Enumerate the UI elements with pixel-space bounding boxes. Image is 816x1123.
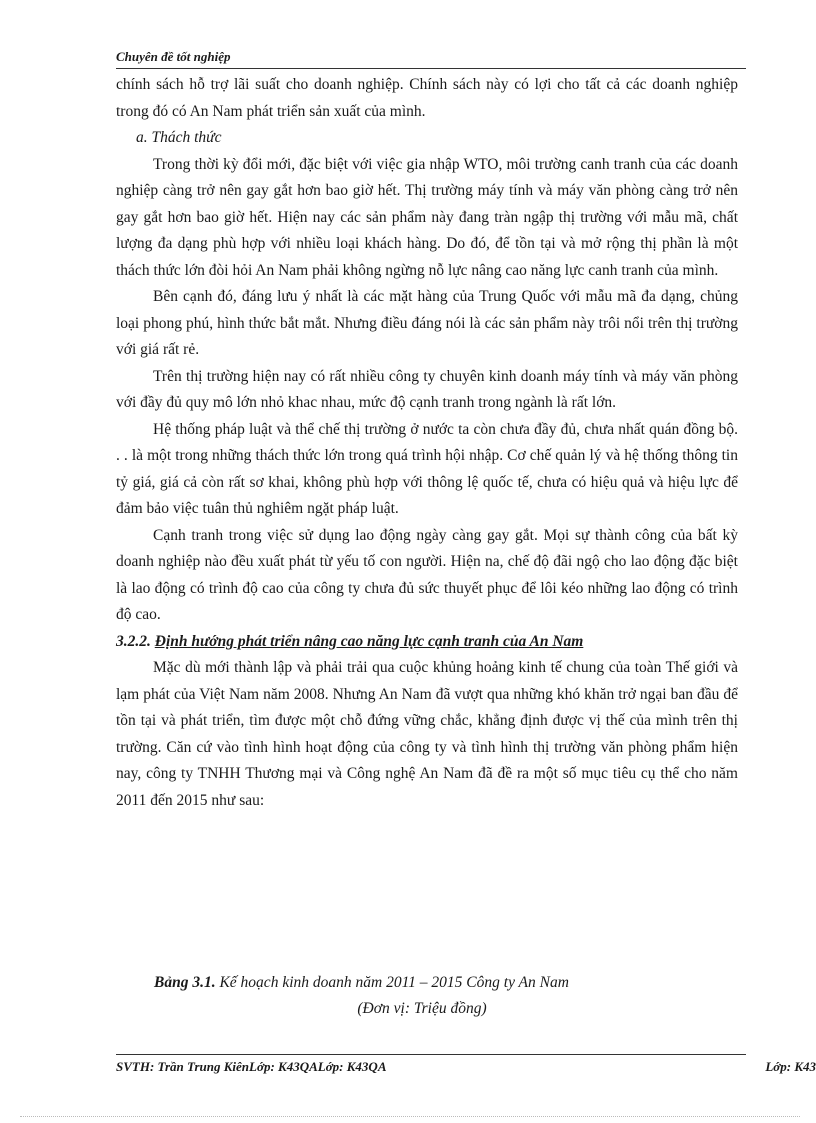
paragraph-orientation: Mặc dù mới thành lập và phải trải qua cuộc khủng hoảng kinh tế chung của toàn Thế giới và lạm phát của Việt Nam năm 2008. Nhưng An Nam đã vượt qua những khó khăn trở ngại ban đầu để tồn tại và phát triển, tìm được một chỗ đứng vững chắc, khẳng định được vị thế của mình trên thị trường. Căn cứ vào tình hình hoạt động của công ty và tình hình thị trường văn phòng phẩm hiện nay, công ty TNHH Thương mại và Công nghệ An Nam đã đề ra một số mục tiêu cụ thể cho năm 2011 đến 2015 như sau: <box>116 659 738 809</box>
footer-divider <box>116 1054 746 1055</box>
caption-title-line <box>116 970 738 996</box>
document-body <box>116 72 738 814</box>
page-bottom-edge <box>20 1116 800 1117</box>
page-header <box>116 48 746 69</box>
paragraph-competition: Trong thời kỳ đổi mới, đặc biệt với việc gia nhập WTO, môi trường canh tranh của các doanh nghiệp càng trở nên gay gắt hơn bao giờ hết. Thị trường máy tính và máy văn phòng càng trở nên gay gắt hơn bao giờ hết. Hiện nay các sản phẩm này đang tràn ngập thị trường với mẫu mã, chất lượng đa dạng phù hợp với nhiều loại khách hàng. Do đó, để tồn tại và mở rộng thị phần là một thách thức lớn đòi hỏi An Nam phải không ngừng nỗ lực nâng cao năng lực canh tranh của mình. <box>116 155 738 279</box>
footer-class: Lớp: K43 <box>765 1059 816 1074</box>
caption-title: Kế hoạch kinh doanh năm 2011 – 2015 Công ty An Nam <box>219 974 569 991</box>
table-caption <box>116 970 738 1022</box>
subheading-challenges: a. Thách thức <box>136 129 222 146</box>
header-title: Chuyên đề tốt nghiệp <box>116 49 231 64</box>
caption-unit: (Đơn vị: Triệu đồng) <box>357 1000 487 1017</box>
paragraph-chinese-goods: Bên cạnh đó, đáng lưu ý nhất là các mặt hàng của Trung Quốc với mẫu mã đa dạng, chủng loại phong phú, hình thức bắt mắt. Nhưng điều đáng nói là các sản phẩm này trôi nổi trên thị trường với giá rất rẻ. <box>116 288 738 358</box>
footer-student: SVTH: Trần Trung KiênLớp: K43QALớp: K43QA <box>116 1059 387 1074</box>
section-heading <box>116 629 738 656</box>
section-title: Định hướng phát triển nâng cao năng lực cạnh tranh của An Nam <box>154 632 584 650</box>
paragraph-continuation: chính sách hỗ trợ lãi suất cho doanh nghiệp. Chính sách này có lợi cho tất cả các doanh nghiệp trong đó có An Nam phát triển sản xuất của mình. <box>116 76 738 120</box>
page-footer <box>116 1054 816 1084</box>
section-number: 3.2.2. <box>116 632 151 650</box>
caption-label: Bảng 3.1. <box>154 974 216 991</box>
paragraph-labor: Cạnh tranh trong việc sử dụng lao động ngày càng gay gắt. Mọi sự thành công của bất kỳ doanh nghiệp nào đều xuất phát từ yếu tố con người. Hiện na, chế độ đãi ngộ cho lao động đặc biệt là lao động có trình độ cao của công ty chưa đủ sức thuyết phục để lôi kéo những lao động có trình độ cao. <box>116 526 738 623</box>
paragraph-market-competitors: Trên thị trường hiện nay có rất nhiều công ty chuyên kinh doanh máy tính và máy văn phòng với đầy đủ quy mô lớn nhỏ khac nhau, mức độ cạnh tranh trong ngành là rất lớn. <box>116 367 738 411</box>
paragraph-legal-system: Hệ thống pháp luật và thể chế thị trường ở nước ta còn chưa đầy đủ, chưa nhất quán đồng bộ. . . là một trong những thách thức lớn trong quá trình hội nhập. Cơ chế quản lý và hệ thống thông tin tỷ giá, giá cả còn rất sơ khai, không phù hợp với thông lệ quốc tế, chưa có hiệu quả và hiệu lực để đảm bảo việc tuân thủ nghiêm ngặt pháp luật. <box>116 420 738 517</box>
